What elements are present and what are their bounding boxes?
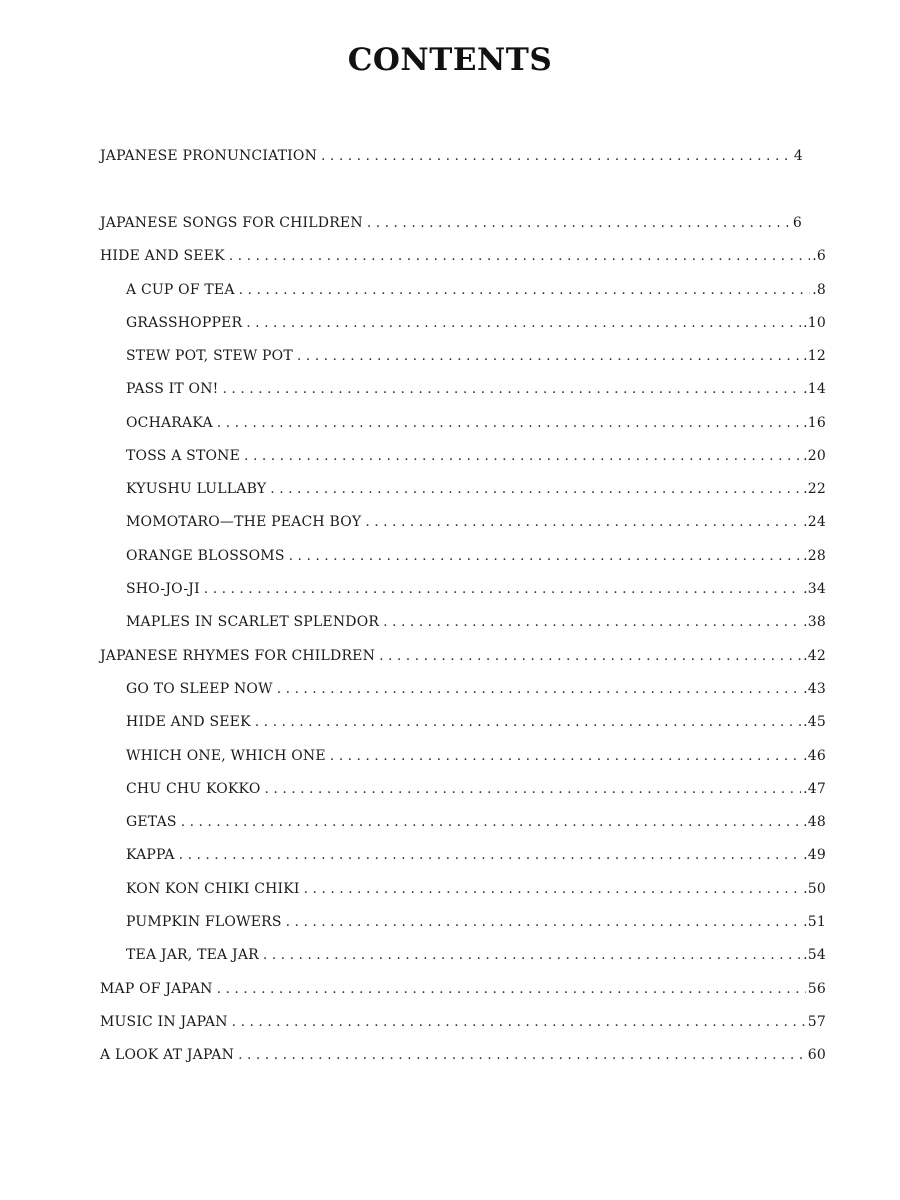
toc-entry-page: .22	[803, 481, 826, 497]
toc-entry-tea-jar[interactable]	[126, 947, 826, 969]
toc-entry-page: .20	[803, 448, 826, 464]
toc-entry-label: JAPANESE RHYMES FOR CHILDREN	[100, 648, 376, 664]
dot-leader	[265, 781, 802, 797]
toc-entry-orange-blossoms[interactable]	[126, 548, 826, 570]
toc-entry-toss-a-stone[interactable]	[126, 448, 826, 470]
toc-entry-ocharaka[interactable]	[126, 415, 826, 437]
toc-entry-a-cup-of-tea[interactable]	[126, 282, 826, 304]
toc-entry-page: 56	[807, 981, 826, 997]
toc-entry-page: .49	[803, 847, 826, 863]
toc-entry-page: 6	[792, 215, 802, 231]
toc-entry-music-in-japan[interactable]	[100, 1014, 826, 1036]
toc-entry-sho-jo-ji[interactable]	[126, 581, 826, 603]
toc-entry-page: .50	[803, 881, 826, 897]
dot-leader	[179, 847, 801, 863]
toc-entry-map-of-japan[interactable]	[100, 981, 826, 1003]
dot-leader	[238, 1047, 806, 1063]
toc-entry-label: OCHARAKA	[126, 415, 213, 431]
toc-entry-label: KAPPA	[126, 847, 175, 863]
toc-entry-page: .54	[803, 947, 826, 963]
toc-entry-go-to-sleep-now[interactable]	[126, 681, 826, 703]
toc-entry-kyushu-lullaby[interactable]	[126, 481, 826, 503]
toc-entry-chu-chu-kokko[interactable]	[126, 781, 826, 803]
toc-entry-page: .38	[803, 614, 826, 630]
toc-entry-label: TOSS A STONE	[126, 448, 241, 464]
dot-leader	[270, 481, 801, 497]
toc-entry-page: 60	[807, 1047, 826, 1063]
toc-entry-label: CHU CHU KOKKO	[126, 781, 261, 797]
toc-entry-label: PASS IT ON!	[126, 381, 219, 397]
dot-leader	[289, 548, 801, 564]
toc-entry-maples-in-scarlet-splendor[interactable]	[126, 614, 826, 636]
toc-entry-getas[interactable]	[126, 814, 826, 836]
toc-entry-momotaro[interactable]	[126, 514, 826, 536]
toc-entry-label: ORANGE BLOSSOMS	[126, 548, 285, 564]
dot-leader	[232, 1014, 806, 1030]
dot-leader	[217, 981, 806, 997]
dot-leader	[181, 814, 801, 830]
toc-entry-page: .43	[803, 681, 826, 697]
toc-entry-page: .28	[803, 548, 826, 564]
toc-entry-pumpkin-flowers[interactable]	[126, 914, 826, 936]
toc-entry-label: SHO-JO-JI	[126, 581, 200, 597]
toc-entry-label: MAPLES IN SCARLET SPLENDOR	[126, 614, 380, 630]
dot-leader	[217, 415, 801, 431]
toc-entry-label: TEA JAR, TEA JAR	[126, 947, 259, 963]
dot-leader	[321, 148, 792, 164]
toc-entry-label: MUSIC IN JAPAN	[100, 1014, 228, 1030]
toc-entry-label: WHICH ONE, WHICH ONE	[126, 748, 326, 764]
toc-entry-page: .47	[803, 781, 826, 797]
toc-entry-page: .12	[803, 348, 826, 364]
dot-leader	[239, 282, 811, 298]
toc-entry-page: .10	[803, 315, 826, 331]
toc-entry-label: GO TO SLEEP NOW	[126, 681, 273, 697]
dot-leader	[367, 215, 791, 231]
toc-entry-label: STEW POT, STEW POT	[126, 348, 293, 364]
toc-entry-label: A LOOK AT JAPAN	[100, 1047, 235, 1063]
toc-entry-page: .45	[803, 714, 826, 730]
toc-entry-stew-pot[interactable]	[126, 348, 826, 370]
dot-leader	[330, 748, 801, 764]
toc-entry-label: PUMPKIN FLOWERS	[126, 914, 282, 930]
toc-entry-label: JAPANESE SONGS FOR CHILDREN	[100, 215, 363, 231]
toc-entry-page: .6	[812, 248, 826, 264]
dot-leader	[229, 248, 810, 264]
toc-entry-a-look-at-japan[interactable]	[100, 1047, 826, 1069]
toc-entry-page: .51	[803, 914, 826, 930]
dot-leader	[379, 648, 801, 664]
toc-entry-label: MOMOTARO—THE PEACH BOY	[126, 514, 362, 530]
toc-entry-pass-it-on[interactable]	[126, 381, 826, 403]
toc-entry-label: A CUP OF TEA	[126, 282, 235, 298]
toc-entry-page: 4	[793, 148, 803, 164]
dot-leader	[246, 315, 801, 331]
toc-entry-page: 57	[807, 1014, 826, 1030]
toc-entry-page: .34	[803, 581, 826, 597]
toc-entry-label: KON KON CHIKI CHIKI	[126, 881, 300, 897]
dot-leader	[286, 914, 801, 930]
toc-entry-label: HIDE AND SEEK	[126, 714, 251, 730]
toc-entry-hide-and-seek-rhyme[interactable]	[126, 714, 826, 736]
toc-entry-page: .8	[812, 282, 826, 298]
toc-entry-label: KYUSHU LULLABY	[126, 481, 267, 497]
toc-entry-label: GRASSHOPPER	[126, 315, 243, 331]
dot-leader	[365, 514, 801, 530]
page-title: CONTENTS	[347, 42, 553, 78]
toc-entry-label: HIDE AND SEEK	[100, 248, 225, 264]
dot-leader	[263, 947, 801, 963]
toc-entry-which-one[interactable]	[126, 748, 826, 770]
toc-entry-page: .42	[803, 648, 826, 664]
toc-entry-hide-and-seek[interactable]	[100, 248, 826, 270]
toc-entry-japanese-rhymes-for-children[interactable]	[100, 648, 826, 670]
dot-leader	[383, 614, 801, 630]
toc-entry-page: .16	[803, 415, 826, 431]
toc-entry-japanese-pronunciation[interactable]	[100, 148, 803, 170]
toc-entry-page: .24	[803, 514, 826, 530]
toc-entry-label: JAPANESE PRONUNCIATION	[100, 148, 318, 164]
toc-entry-kon-kon-chiki-chiki[interactable]	[126, 881, 826, 903]
toc-entry-kappa[interactable]	[126, 847, 826, 869]
toc-entry-page: .46	[803, 748, 826, 764]
toc-entry-label: GETAS	[126, 814, 177, 830]
dot-leader	[277, 681, 801, 697]
dot-leader	[244, 448, 801, 464]
toc-entry-japanese-songs-for-children[interactable]	[100, 215, 802, 237]
toc-entry-page: .48	[803, 814, 826, 830]
toc-entry-label: MAP OF JAPAN	[100, 981, 213, 997]
dot-leader	[223, 381, 802, 397]
toc-entry-page: .14	[803, 381, 826, 397]
dot-leader	[255, 714, 801, 730]
dot-leader	[204, 581, 801, 597]
dot-leader	[297, 348, 801, 364]
toc-entry-grasshopper[interactable]	[126, 315, 826, 337]
dot-leader	[304, 881, 801, 897]
